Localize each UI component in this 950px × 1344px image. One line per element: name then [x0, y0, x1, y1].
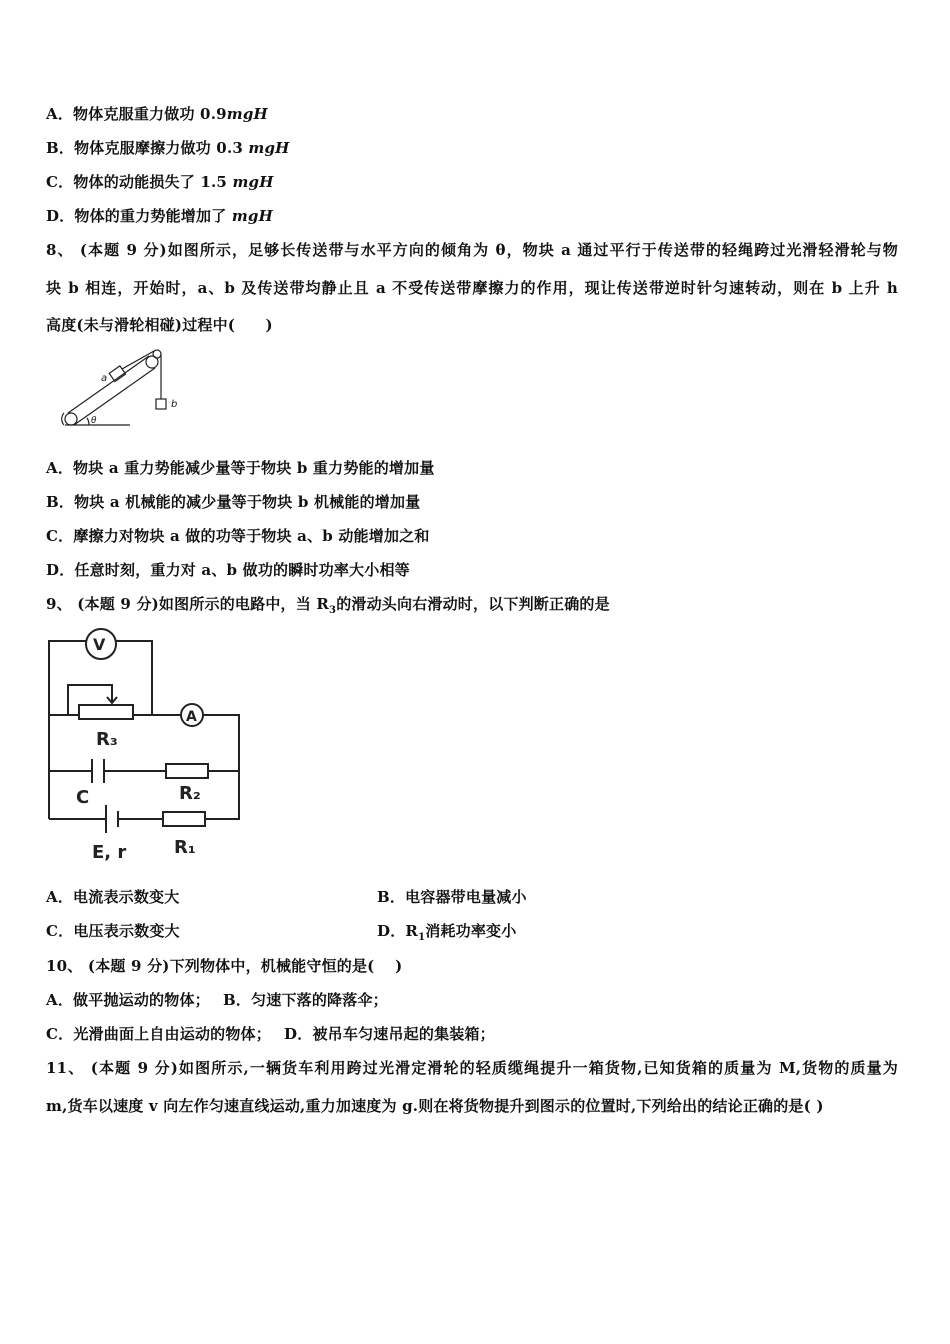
q7-option-a: A．物体克服重力做功 0.9mgH [46, 105, 268, 123]
q7-option-d: D．物体的重力势能增加了 mgH [46, 207, 273, 225]
q9-stem: 9、 (本题 9 分)如图所示的电路中，当 $R_3$的滑动头向右滑动时，以下判断正确的是 [46, 595, 610, 616]
q9-option-a: A．电流表示数变大 [46, 888, 180, 906]
battery-label: E, r [92, 842, 127, 863]
theta-label: θ [91, 416, 97, 426]
ammeter-icon: A [186, 709, 197, 725]
q9-option-c: C．电压表示数变大 [46, 922, 180, 940]
block-b-label: b [171, 399, 178, 410]
block-a-label: a [101, 373, 108, 384]
q8-option-b: B．物块 a 机械能的减少量等于物块 b 机械能的增加量 [46, 493, 421, 511]
q8-option-d: D．任意时刻，重力对 a、b 做功的瞬时功率大小相等 [46, 561, 410, 579]
q11-stem-line2: m,货车以速度 v 向左作匀速直线运动,重力加速度为 g.则在将货物提升到图示的位置时,下列给出的结论正确的是( ) [46, 1097, 824, 1115]
q8-option-a: A．物块 a 重力势能减少量等于物块 b 重力势能的增加量 [46, 459, 435, 477]
circuit-figure [44, 627, 254, 867]
r2-label: R₂ [179, 783, 201, 804]
q9-option-d: D．$R_1$消耗功率变小 [377, 922, 517, 943]
conveyor-figure [55, 343, 195, 431]
voltmeter-icon: V [93, 635, 106, 654]
q8-stem-line1: 8、 (本题 9 分)如图所示，足够长传送带与水平方向的倾角为 θ，物块 a 通过平行于传送带的轻绳跨过光滑轻滑轮与物 [46, 241, 898, 259]
capacitor-label: C [76, 787, 90, 808]
q10-options-row2: C．光滑曲面上自由运动的物体； D．被吊车匀速吊起的集装箱； [46, 1025, 495, 1043]
q8-stem-line3: 高度(未与滑轮相碰)过程中( ) [46, 316, 273, 334]
r1-label: R₁ [174, 837, 196, 858]
q8-option-c: C．摩擦力对物块 a 做的功等于物块 a、b 动能增加之和 [46, 527, 430, 545]
q10-options-row1: A．做平抛运动的物体； B．匀速下落的降落伞； [46, 991, 388, 1009]
r3-label: R₃ [96, 729, 118, 750]
q10-stem: 10、 (本题 9 分)下列物体中，机械能守恒的是( ) [46, 957, 403, 975]
q11-stem-line1: 11、 (本题 9 分)如图所示,一辆货车利用跨过光滑定滑轮的轻质缆绳提升一箱货物,已知货箱的质量为 M,货物的质量为 [46, 1059, 898, 1077]
q8-stem-line2: 块 b 相连，开始时，a、b 及传送带均静止且 a 不受传送带摩擦力的作用，现让传送带逆时针匀速转动，则在 b 上升 h [46, 279, 898, 297]
q7-option-b: B．物体克服摩擦力做功 0.3 mgH [46, 139, 290, 157]
q7-option-c: C．物体的动能损失了 1.5 mgH [46, 173, 274, 191]
q9-option-b: B．电容器带电量减小 [377, 888, 527, 906]
